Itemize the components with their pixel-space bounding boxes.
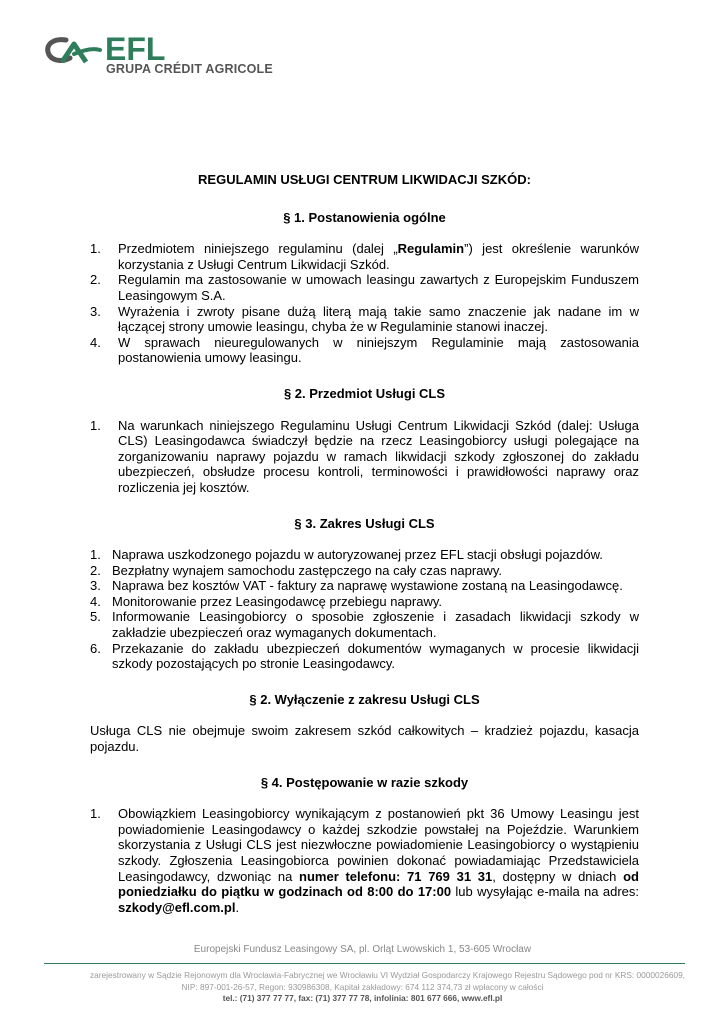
list-item (90, 609, 639, 640)
section-exclusion-heading: § 2. Wyłączenie z zakresu Usługi CLS (249, 691, 480, 707)
phone-number: numer telefonu: 71 769 31 31 (299, 868, 493, 884)
section-3-heading: § 3. Zakres Usługi CLS (294, 515, 435, 531)
efl-logo (44, 31, 284, 78)
item-text: lub wysyłając e-maila na adres: (451, 884, 639, 900)
item-text-bold: Regulamin (397, 241, 465, 257)
item-text: Informowanie Leasingobiorcy o sposobie zgłoszenie i zasadach likwidacji szkody w zakładzie ubezpieczeń oraz wymaganych dokumentach. (112, 609, 639, 641)
item-number: 3. (90, 303, 101, 319)
item-number: 1. (90, 417, 101, 433)
list-item (90, 418, 639, 496)
item-text: Na warunkach niniejszego Regulaminu Usługi Centrum Likwidacji Szkód (dalej: Usługa CLS) Leasingodawca świadczył będzie na rzecz Leasingobiorcy usługi polegające na zorganizowaniu naprawy pojazdu w ramach likwidacji szkody zgłoszonej do zakładu ubezpieczeń, obsłudze procesu kontroli, terminowości i prawidłowości naprawy oraz rozliczenia jej kosztów. (118, 417, 639, 495)
item-number: 4. (90, 334, 101, 350)
credit-agricole-emblem-icon (44, 36, 102, 66)
list-item (90, 241, 639, 272)
item-text: Monitorowanie przez Leasingodawcę przebiegu naprawy. (112, 593, 443, 609)
logo-brand: EFL (105, 31, 166, 67)
document-body (90, 172, 639, 915)
item-text: Obowiązkiem Leasingobiorcy wynikającym z postanowień pkt 36 Umowy Leasingu jest powiadomienie Leasingodawcy o każdej szkodzie powstałej na Pojeździe. Warunkiem skorzystania z Usługi CLS jest niezwłoczne powiadomienie Leasingobiorcy o wystąpieniu szkody. Zgłoszenia Leasingobiorca powinien dokonać powiadamiając Przedstawiciela Leasingodawcy, dzwoniąc na (118, 806, 639, 884)
footer-nip: NIP: 897-001-26-57, Regon: 930986308, Kapitał zakładowy: 674 112 374,73 zł wpłacony w całości (181, 982, 544, 992)
section-2-heading: § 2. Przedmiot Usługi CLS (283, 385, 446, 401)
list-item (90, 806, 639, 915)
list-item (90, 335, 639, 366)
section-2-list (90, 418, 639, 496)
section-1-heading: § 1. Postanowienia ogólne (283, 209, 446, 225)
list-item (90, 547, 639, 563)
item-number: 1. (90, 547, 101, 563)
email-address: szkody@efl.com.pl (118, 899, 236, 915)
footer-registry: zarejestrowany w Sądzie Rejonowym dla Wrocławia-Fabrycznej we Wrocławiu VI Wydział Gospodarczy Krajowego Rejestru Sądowego pod nr KRS: 0000026609, (90, 970, 685, 980)
item-text: Przekazanie do zakładu ubezpieczeń dokumentów wymaganych w procesie likwidacji szkody pozostających po stronie Leasingodawcy. (112, 640, 639, 672)
item-number: 2. (90, 272, 101, 288)
section-4-list (90, 806, 639, 915)
list-item (90, 563, 639, 579)
item-number: 3. (90, 578, 101, 594)
item-number: 1. (90, 806, 101, 822)
item-number: 2. (90, 562, 101, 578)
list-item (90, 304, 639, 335)
section-exclusion-text: Usługa CLS nie obejmuje swoim zakresem szkód całkowitych – kradzież pojazdu, kasacja pojazdu. (90, 723, 639, 755)
list-item (90, 641, 639, 672)
item-text: . (235, 899, 240, 915)
item-text: W sprawach nieuregulowanych w niniejszym Regulaminie mają zastosowania postanowienia umowy leasingu. (118, 334, 639, 366)
item-text: Wyrażenia i zwroty pisane dużą literą mają takie samo znaczenie jak nadane im w łączącej strony umowie leasingu, chyba że w Regulaminie stanowi inaczej. (118, 303, 639, 335)
item-number: 4. (90, 593, 101, 609)
item-text: Regulamin ma zastosowanie w umowach leasingu zawartych z Europejskim Funduszem Leasingowym S.A. (118, 272, 639, 303)
list-item (90, 272, 639, 303)
section-4-heading: § 4. Postępowanie w razie szkody (260, 774, 469, 790)
list-item (90, 594, 639, 610)
section-1-list (90, 241, 639, 366)
item-text: , dostępny w dniach (492, 868, 624, 884)
item-text: Naprawa bez kosztów VAT - faktury za naprawę wystawione zostaną na Leasingodawcę. (112, 578, 623, 594)
document-title: REGULAMIN USŁUGI CENTRUM LIKWIDACJI SZKÓD: (198, 172, 531, 187)
item-text: Bezpłatny wynajem samochodu zastępczego na cały czas naprawy. (112, 562, 502, 578)
footer-contact: tel.: (71) 377 77 77, fax: (71) 377 77 78, infolinia: 801 677 666, www.efl.pl (222, 993, 503, 1003)
list-item (90, 578, 639, 594)
item-number: 5. (90, 609, 101, 625)
section-3-list (90, 547, 639, 672)
item-text: Naprawa uszkodzonego pojazdu w autoryzowanej przez EFL stacji obsługi pojazdów. (112, 547, 603, 563)
logo-subtitle: GRUPA CRÉDIT AGRICOLE (106, 62, 273, 76)
footer-company: Europejski Fundusz Leasingowy SA, pl. Orląt Lwowskich 1, 53-605 Wrocław (193, 944, 532, 955)
item-number: 6. (90, 640, 101, 656)
office-hours: od poniedziałku do piątku w godzinach od 8:00 do 17:00 (118, 868, 639, 900)
item-number: 1. (90, 241, 101, 257)
item-text: ”) jest określenie warunków korzystania z Usługi Centrum Likwidacji Szkód. (118, 241, 639, 272)
footer-divider (44, 963, 685, 964)
item-text: Przedmiotem niniejszego regulaminu (dalej „ (118, 241, 398, 257)
